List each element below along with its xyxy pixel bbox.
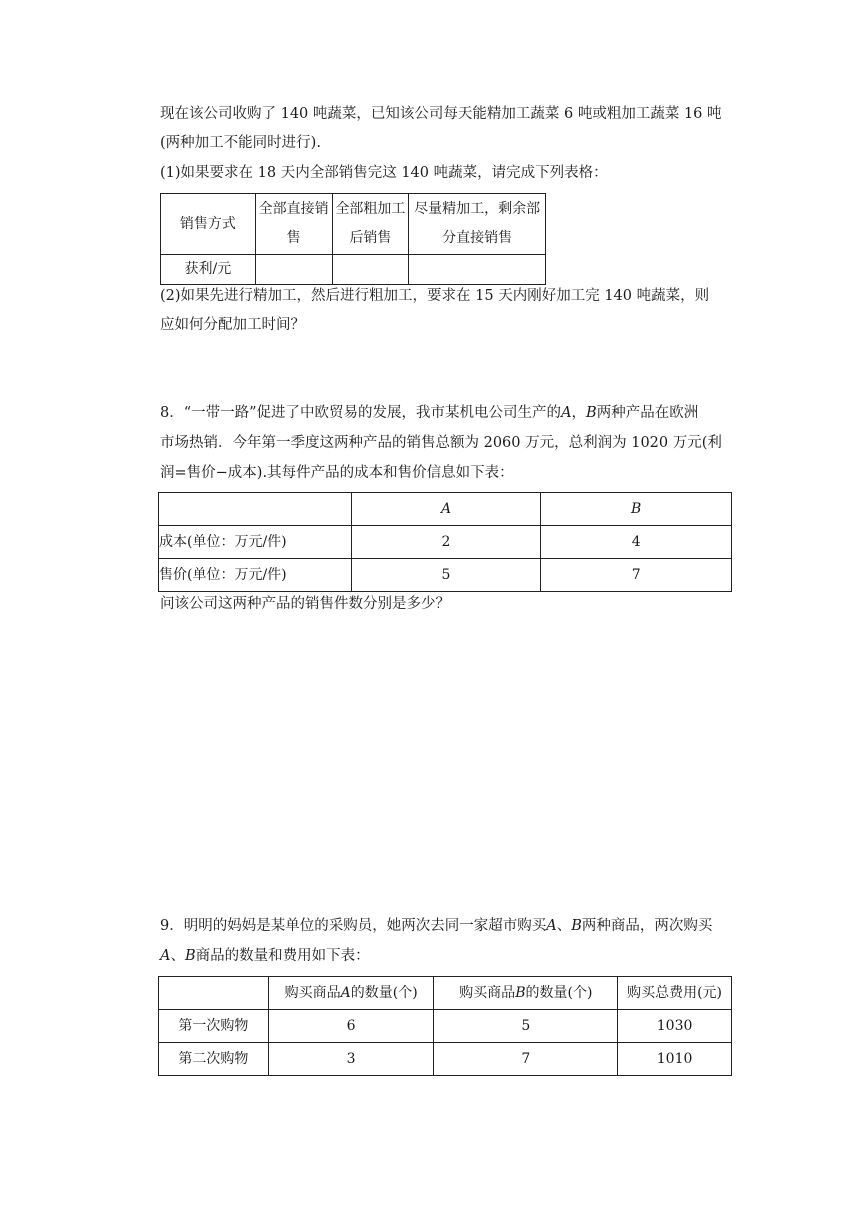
problem-9-line-2: A、B商品的数量和费用如下表：: [160, 948, 370, 964]
table3-first-qty-a: 6: [268, 1010, 434, 1043]
table3-header-empty: [159, 977, 269, 1010]
problem-8-question: 问该公司这两种产品的销售件数分别是多少？: [160, 596, 450, 612]
question-2-line-2: 应如何分配加工时间？: [160, 317, 305, 333]
table2-row-cost-label: 成本(单位：万元/件): [159, 526, 352, 559]
table1-header-direct: 全部直接销 售: [255, 194, 332, 255]
table2-row-price-label: 售价(单位：万元/件): [159, 559, 352, 592]
problem-8-line-1: 8．“一带一路”促进了中欧贸易的发展，我市某机电公司生产的A，B两种产品在欧洲: [160, 405, 699, 421]
table3-second-qty-b: 7: [434, 1043, 618, 1076]
table3-header-qty-b: 购买商品B的数量(个): [434, 977, 618, 1010]
table3-header-qty-a: 购买商品A的数量(个): [268, 977, 434, 1010]
table3-first-qty-b: 5: [434, 1010, 618, 1043]
problem-8-line-2: 市场热销．今年第一季度这两种产品的销售总额为 2060 万元，总利润为 1020 万元(利: [160, 435, 722, 451]
problem-9-line-1: 9．明明的妈妈是某单位的采购员，她两次去同一家超市购买A、B两种商品，两次购买: [160, 918, 713, 934]
table2-price-b: 7: [541, 559, 732, 592]
table3-first-total: 1030: [618, 1010, 732, 1043]
table3-row-second-label: 第二次购物: [159, 1043, 269, 1076]
intro-line-1: 现在该公司收购了 140 吨蔬菜，已知该公司每天能精加工蔬菜 6 吨或粗加工蔬菜 16 吨: [160, 106, 722, 122]
table1-cell: [255, 255, 332, 285]
table3-header-total: 购买总费用(元): [618, 977, 732, 1010]
intro-line-2: (两种加工不能同时进行).: [160, 135, 321, 151]
table3-second-qty-a: 3: [268, 1043, 434, 1076]
table1-row-profit: 获利/元: [161, 255, 256, 285]
question-1: (1)如果要求在 18 天内全部销售完这 140 吨蔬菜，请完成下列表格：: [160, 165, 608, 181]
table2-price-a: 5: [351, 559, 541, 592]
table1-cell: [409, 255, 546, 285]
table1-header-fine: 尽量精加工，剩余部 分直接销售: [409, 194, 546, 255]
table2-header-a: A: [351, 493, 541, 526]
sales-method-table: [160, 193, 546, 285]
table2-header-empty: [159, 493, 352, 526]
table1-header-rough: 全部粗加工 后销售: [332, 194, 409, 255]
problem-8-line-3: 润=售价−成本).其每件产品的成本和售价信息如下表：: [160, 465, 514, 481]
table3-second-total: 1010: [618, 1043, 732, 1076]
table2-header-b: B: [541, 493, 732, 526]
cost-price-table: [158, 492, 732, 592]
table1-cell: [332, 255, 409, 285]
question-2-line-1: (2)如果先进行精加工，然后进行粗加工，要求在 15 天内刚好加工完 140 吨蔬菜，则: [160, 288, 710, 304]
table2-cost-b: 4: [541, 526, 732, 559]
table2-cost-a: 2: [351, 526, 541, 559]
table3-row-first-label: 第一次购物: [159, 1010, 269, 1043]
purchase-table: [158, 976, 732, 1076]
table1-header-method: 销售方式: [161, 194, 256, 255]
